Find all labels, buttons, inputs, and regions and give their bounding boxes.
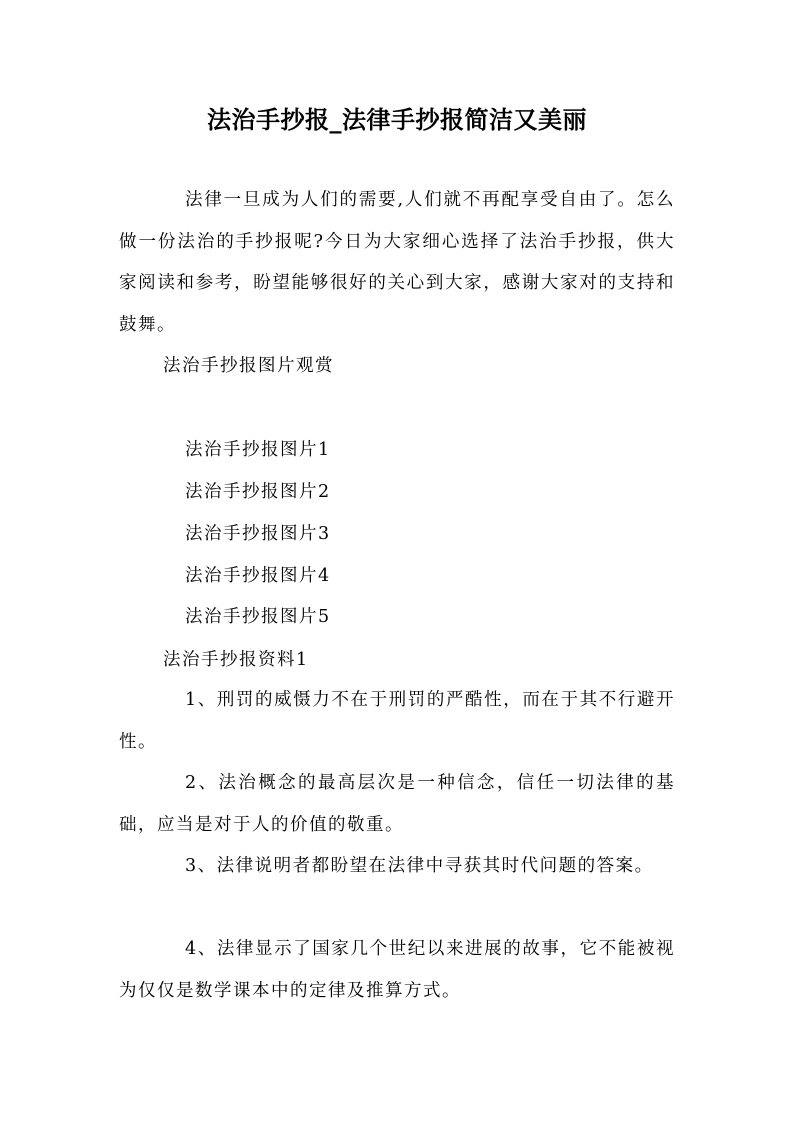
intro-paragraph: 法律一旦成为人们的需要,人们就不再配享受自由了。怎么做一份法治的手抄报呢?今日为大家细心选择了法治手抄报，供大家阅读和参考，盼望能够很好的关心到大家，感谢大家对的支持和鼓舞。 (119, 190, 675, 335)
image-link-5[interactable]: 法治手抄报图片5 (185, 607, 331, 627)
list-item: 1、刑罚的威慑力不在于刑罚的严酷性，而在于其不行避开性。 (119, 690, 675, 752)
image-link-2[interactable]: 法治手抄报图片2 (185, 482, 331, 502)
document-title: 法治手抄报_法律手抄报简洁又美丽 (207, 106, 587, 134)
list-item: 2、法治概念的最高层次是一种信念，信任一切法律的基础，应当是对于人的价值的敬重。 (119, 773, 675, 835)
list-item: 4、法律显示了国家几个世纪以来进展的故事，它不能被视为仅仅是数学课本中的定律及推算方式。 (119, 939, 675, 1001)
list-item: 3、法律说明者都盼望在法律中寻获其时代问题的答案。 (185, 856, 654, 876)
image-link-4[interactable]: 法治手抄报图片4 (185, 566, 331, 586)
image-link-3[interactable]: 法治手抄报图片3 (185, 524, 331, 544)
section-heading: 法治手抄报资料1 (163, 650, 309, 670)
image-link-1[interactable]: 法治手抄报图片1 (185, 440, 331, 460)
gallery-heading: 法治手抄报图片观赏 (163, 356, 334, 376)
